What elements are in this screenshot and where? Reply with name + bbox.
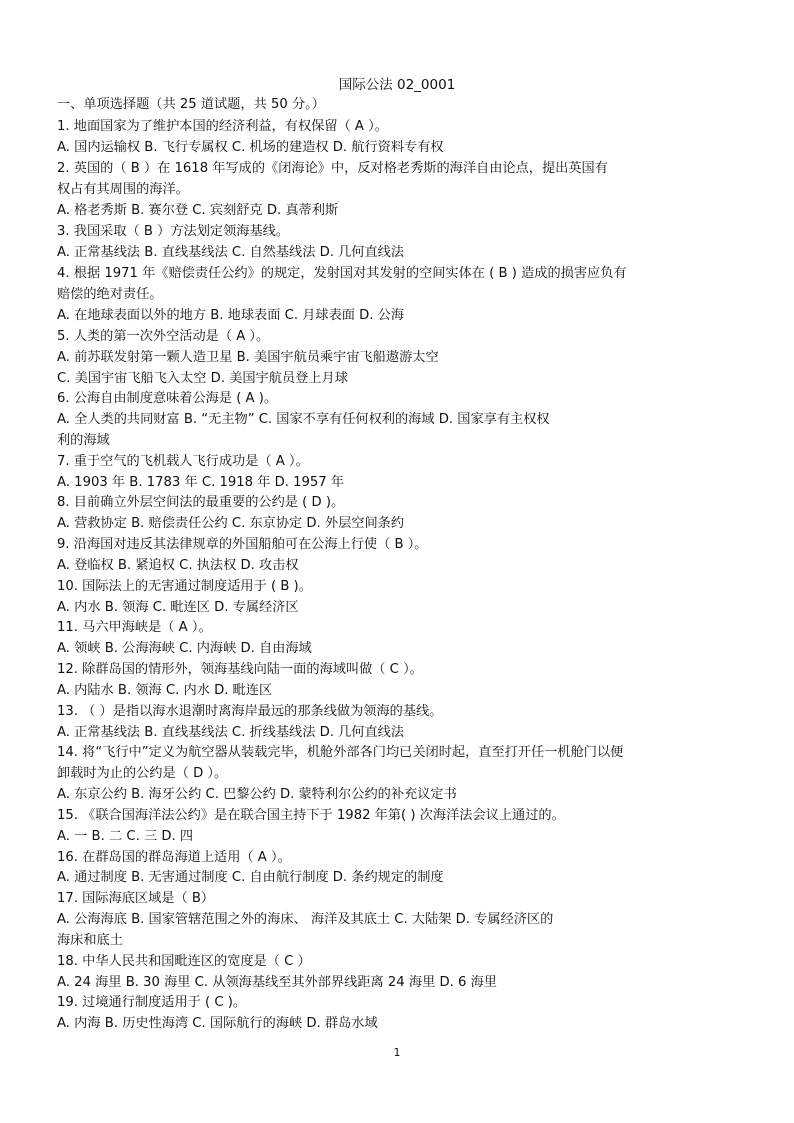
options-18: A. 24 海里 B. 30 海里 C. 从领海基线至其外部界线距离 24 海里 D. 6 海里 — [57, 975, 497, 990]
question-9: 9. 沿海国对违反其法律规章的外国船舶可在公海上行使（ B ）。 — [57, 537, 428, 552]
options-19: A. 内海 B. 历史性海湾 C. 国际航行的海峡 D. 群岛水域 — [57, 1016, 378, 1031]
options-10: A. 内水 B. 领海 C. 毗连区 D. 专属经济区 — [57, 600, 299, 615]
question-2: 2. 英国的（ B ）在 1618 年写成的《闭海论》中，反对格老秀斯的海洋自由论点，提出英国有 — [57, 161, 608, 176]
question-14-cont: 卸载时为止的公约是（ D ）。 — [57, 766, 228, 781]
options-1: A. 国内运输权 B. 飞行专属权 C. 机场的建造权 D. 航行资料专有权 — [57, 140, 444, 155]
options-2: A. 格老秀斯 B. 赛尔登 C. 宾刻舒克 D. 真蒂利斯 — [57, 203, 339, 218]
options-5b: C. 美国宇宙飞船飞入太空 D. 美国宇航员登上月球 — [57, 371, 348, 386]
question-4-cont: 赔偿的绝对责任。 — [57, 287, 163, 302]
question-1: 1. 地面国家为了维护本国的经济利益，有权保留（ A ）。 — [57, 119, 388, 134]
question-13: 13. （ ）是指以海水退潮时离海岸最远的那条线做为领海的基线。 — [57, 704, 443, 719]
question-14: 14. 将“飞行中”定义为航空器从装载完毕，机舱外部各门均已关闭时起，直至打开任一机舱门以便 — [57, 745, 624, 760]
question-7: 7. 重于空气的飞机载人飞行成功是（ A ）。 — [57, 454, 309, 469]
question-6: 6. 公海自由制度意味着公海是 ( A )。 — [57, 391, 278, 406]
options-11: A. 领峡 B. 公海海峡 C. 内海峡 D. 自由海域 — [57, 641, 312, 656]
question-5: 5. 人类的第一次外空活动是（ A ）。 — [57, 329, 270, 344]
options-16: A. 通过制度 B. 无害通过制度 C. 自由航行制度 D. 条约规定的制度 — [57, 870, 444, 885]
options-13: A. 正常基线法 B. 直线基线法 C. 折线基线法 D. 几何直线法 — [57, 725, 405, 740]
options-6-cont: 利的海域 — [57, 433, 110, 448]
question-18: 18. 中华人民共和国毗连区的宽度是（ C ） — [57, 954, 311, 969]
options-3: A. 正常基线法 B. 直线基线法 C. 自然基线法 D. 几何直线法 — [57, 245, 405, 260]
question-4: 4. 根据 1971 年《赔偿责任公约》的规定，发射国对其发射的空间实体在 ( B ) 造成的损害应负有 — [57, 266, 627, 281]
question-19: 19. 过境通行制度适用于 ( C )。 — [57, 995, 247, 1010]
question-17: 17. 国际海底区域是（ B） — [57, 891, 215, 906]
options-4: A. 在地球表面以外的地方 B. 地球表面 C. 月球表面 D. 公海 — [57, 308, 405, 323]
options-9: A. 登临权 B. 紧追权 C. 执法权 D. 攻击权 — [57, 558, 299, 573]
page-title: 国际公法 02_0001 — [338, 77, 456, 93]
question-10: 10. 国际法上的无害通过制度适用于 ( B )。 — [57, 579, 312, 594]
options-15: A. 一 B. 二 C. 三 D. 四 — [57, 829, 194, 844]
options-14: A. 东京公约 B. 海牙公约 C. 巴黎公约 D. 蒙特利尔公约的补充议定书 — [57, 787, 457, 802]
question-3: 3. 我国采取（ B ）方法划定领海基线。 — [57, 224, 290, 239]
options-12: A. 内陆水 B. 领海 C. 内水 D. 毗连区 — [57, 683, 273, 698]
options-17-cont: 海床和底土 — [57, 933, 123, 948]
section-heading: 一、单项选择题（共 25 道试题，共 50 分。） — [57, 97, 325, 112]
question-8: 8. 目前确立外层空间法的最重要的公约是 ( D )。 — [57, 495, 345, 510]
options-6: A. 全人类的共同财富 B. “无主物” C. 国家不享有任何权利的海域 D. 国家享有主权权 — [57, 412, 550, 427]
options-7: A. 1903 年 B. 1783 年 C. 1918 年 D. 1957 年 — [57, 475, 345, 490]
page-number: 1 — [393, 1046, 401, 1059]
question-16: 16. 在群岛国的群岛海道上适用（ A ）。 — [57, 850, 291, 865]
options-5a: A. 前苏联发射第一颗人造卫星 B. 美国宇航员乘宇宙飞船遨游太空 — [57, 350, 439, 365]
question-12: 12. 除群岛国的情形外，领海基线向陆一面的海域叫做（ C ）。 — [57, 662, 423, 677]
question-2-cont: 权占有其周围的海洋。 — [57, 182, 189, 197]
question-11: 11. 马六甲海峡是（ A ）。 — [57, 620, 212, 635]
options-17: A. 公海海底 B. 国家管辖范围之外的海床、 海洋及其底土 C. 大陆架 D. 专属经济区的 — [57, 912, 554, 927]
question-15: 15. 《联合国海洋法公约》是在联合国主持下于 1982 年第( ) 次海洋法会议上通过的。 — [57, 808, 565, 823]
options-8: A. 营救协定 B. 赔偿责任公约 C. 东京协定 D. 外层空间条约 — [57, 516, 405, 531]
